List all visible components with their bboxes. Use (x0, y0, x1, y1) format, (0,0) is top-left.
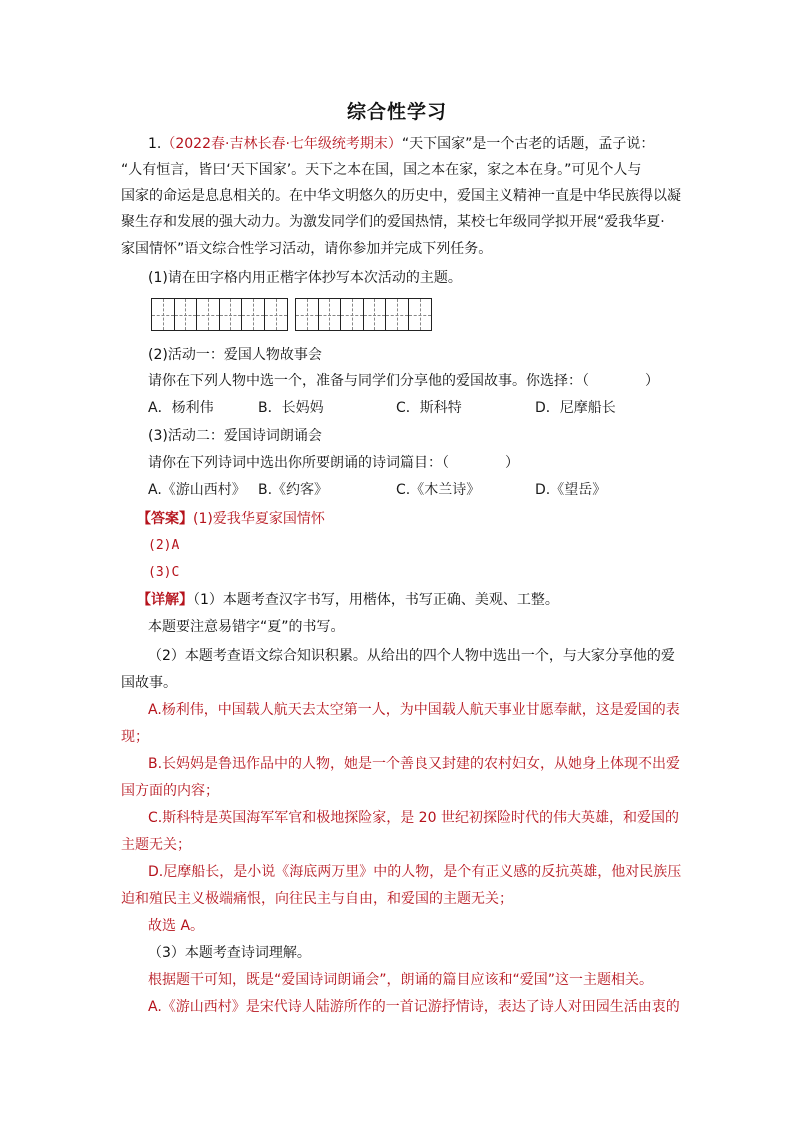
grid-cell[interactable] (265, 299, 288, 330)
question-stem-line-4: 聚生存和发展的强大动力。为激发同学们的爱国热情，某校七年级同学拟开展“爱我华夏· (121, 214, 665, 230)
answer-2: (2)A (148, 538, 180, 553)
explanation-text-14: （3）本题考查诗词理解。 (148, 945, 311, 961)
explanation-text-3: （2）本题考查语文综合知识积累。从给出的四个人物中选出一个，与大家分享他的爱 (148, 648, 675, 664)
explanation-text-1: （1）本题考查汉字书写，用楷体，书写正确、美观、工整。 (193, 592, 559, 608)
explanation-text-12: 迫和殖民主义极端痛恨，向往民主与自由，和爱国的主题无关； (121, 891, 513, 907)
explanation-text-10: 主题无关； (121, 837, 191, 853)
explanation-text-5: A.杨利伟，中国载人航天去太空第一人，为中国载人航天事业甘愿奉献，这是爱国的表 (148, 702, 680, 718)
explanation-label: 【详解】 (137, 592, 193, 608)
answer-3: (3)C (148, 565, 180, 580)
grid-cell[interactable] (386, 299, 409, 330)
task-3-option-c[interactable]: C.《木兰诗》 (396, 482, 481, 498)
question-stem-line-3: 国家的命运是息息相关的。在中华文明悠久的历史中，爱国主义精神一直是中华民族得以凝 (121, 188, 681, 204)
task-2-option-a[interactable]: A．杨利伟 (148, 400, 214, 416)
question-stem-line-5: 家国情怀”语文综合性学习活动，请你参加并完成下列任务。 (121, 241, 493, 257)
grid-cell[interactable] (220, 299, 243, 330)
explanation-text-4: 国故事。 (121, 675, 177, 691)
grid-cell[interactable] (242, 299, 265, 330)
explanation-text-16: A.《游山西村》是宋代诗人陆游所作的一首记游抒情诗，表达了诗人对田园生活由衷的 (148, 999, 680, 1015)
explanation-text-13: 故选 A。 (148, 918, 205, 934)
explanation-text-9: C.斯科特是英国海军军官和极地探险家，是 20 世纪初探险时代的伟大英雄，和爱国的 (148, 810, 679, 826)
question-stem-line-1: “天下国家”是一个古老的话题，孟子说： (401, 136, 655, 152)
explanation-text-7: B.长妈妈是鲁迅作品中的人物，她是一个善良又封建的农村妇女，从她身上体现不出爱 (148, 756, 681, 772)
grid-cell[interactable] (409, 299, 432, 330)
explanation-text-11: D.尼摩船长，是小说《海底两万里》中的人物，是个有正义感的反抗英雄，他对民族压 (148, 864, 682, 880)
task-1-prompt: (1)请在田字格内用正楷字体抄写本次活动的主题。 (148, 270, 462, 286)
explanation-text-6: 现； (121, 729, 149, 745)
task-2-prompt: 请你在下列人物中选一个，准备与同学们分享他的爱国故事。你选择：（ ） (148, 373, 659, 389)
grid-cell[interactable] (296, 299, 319, 330)
task-3-option-d[interactable]: D.《望岳》 (535, 482, 607, 498)
answer-label: 【答案】 (137, 511, 193, 527)
grid-cell[interactable] (197, 299, 220, 330)
explanation-text-8: 国方面的内容； (121, 783, 219, 799)
page-title: 综合性学习 (346, 101, 447, 123)
task-3-title: (3)活动二：爱国诗词朗诵会 (148, 428, 322, 444)
answer-line-1 (137, 509, 325, 529)
grid-cell[interactable] (319, 299, 342, 330)
task-3-prompt: 请你在下列诗词中选出你所要朗诵的诗词篇目：（ ） (148, 455, 519, 471)
task-3-option-b[interactable]: B.《约客》 (258, 482, 329, 498)
task-2-option-d[interactable]: D．尼摩船长 (535, 400, 616, 416)
grid-cell[interactable] (175, 299, 198, 330)
question-1-first-line (148, 134, 654, 154)
explanation-text-2: 本题要注意易错字“夏”的书写。 (148, 619, 345, 635)
task-2-option-c[interactable]: C．斯科特 (396, 400, 462, 416)
question-source: （2022春·吉林长春·七年级统考期末） (161, 136, 402, 152)
answer-1: (1)爱我华夏家国情怀 (193, 511, 325, 527)
question-stem-line-2: “人有恒言，皆曰‘天下国家’。天下之本在国，国之本在家，家之本在身。”可见个人与 (121, 162, 642, 178)
grid-cell[interactable] (364, 299, 387, 330)
writing-grid-1[interactable] (151, 298, 288, 331)
task-3-option-a[interactable]: A.《游山西村》 (148, 482, 246, 498)
task-2-option-b[interactable]: B．长妈妈 (258, 400, 324, 416)
explanation-line-1 (137, 590, 559, 610)
grid-cell[interactable] (152, 299, 175, 330)
explanation-text-15: 根据题干可知，既是“爱国诗词朗诵会”，朗诵的篇目应该和“爱国”这一主题相关。 (148, 972, 654, 988)
writing-grid-2[interactable] (295, 298, 432, 331)
task-2-title: (2)活动一：爱国人物故事会 (148, 347, 322, 363)
question-number: 1. (148, 136, 162, 152)
grid-cell[interactable] (341, 299, 364, 330)
